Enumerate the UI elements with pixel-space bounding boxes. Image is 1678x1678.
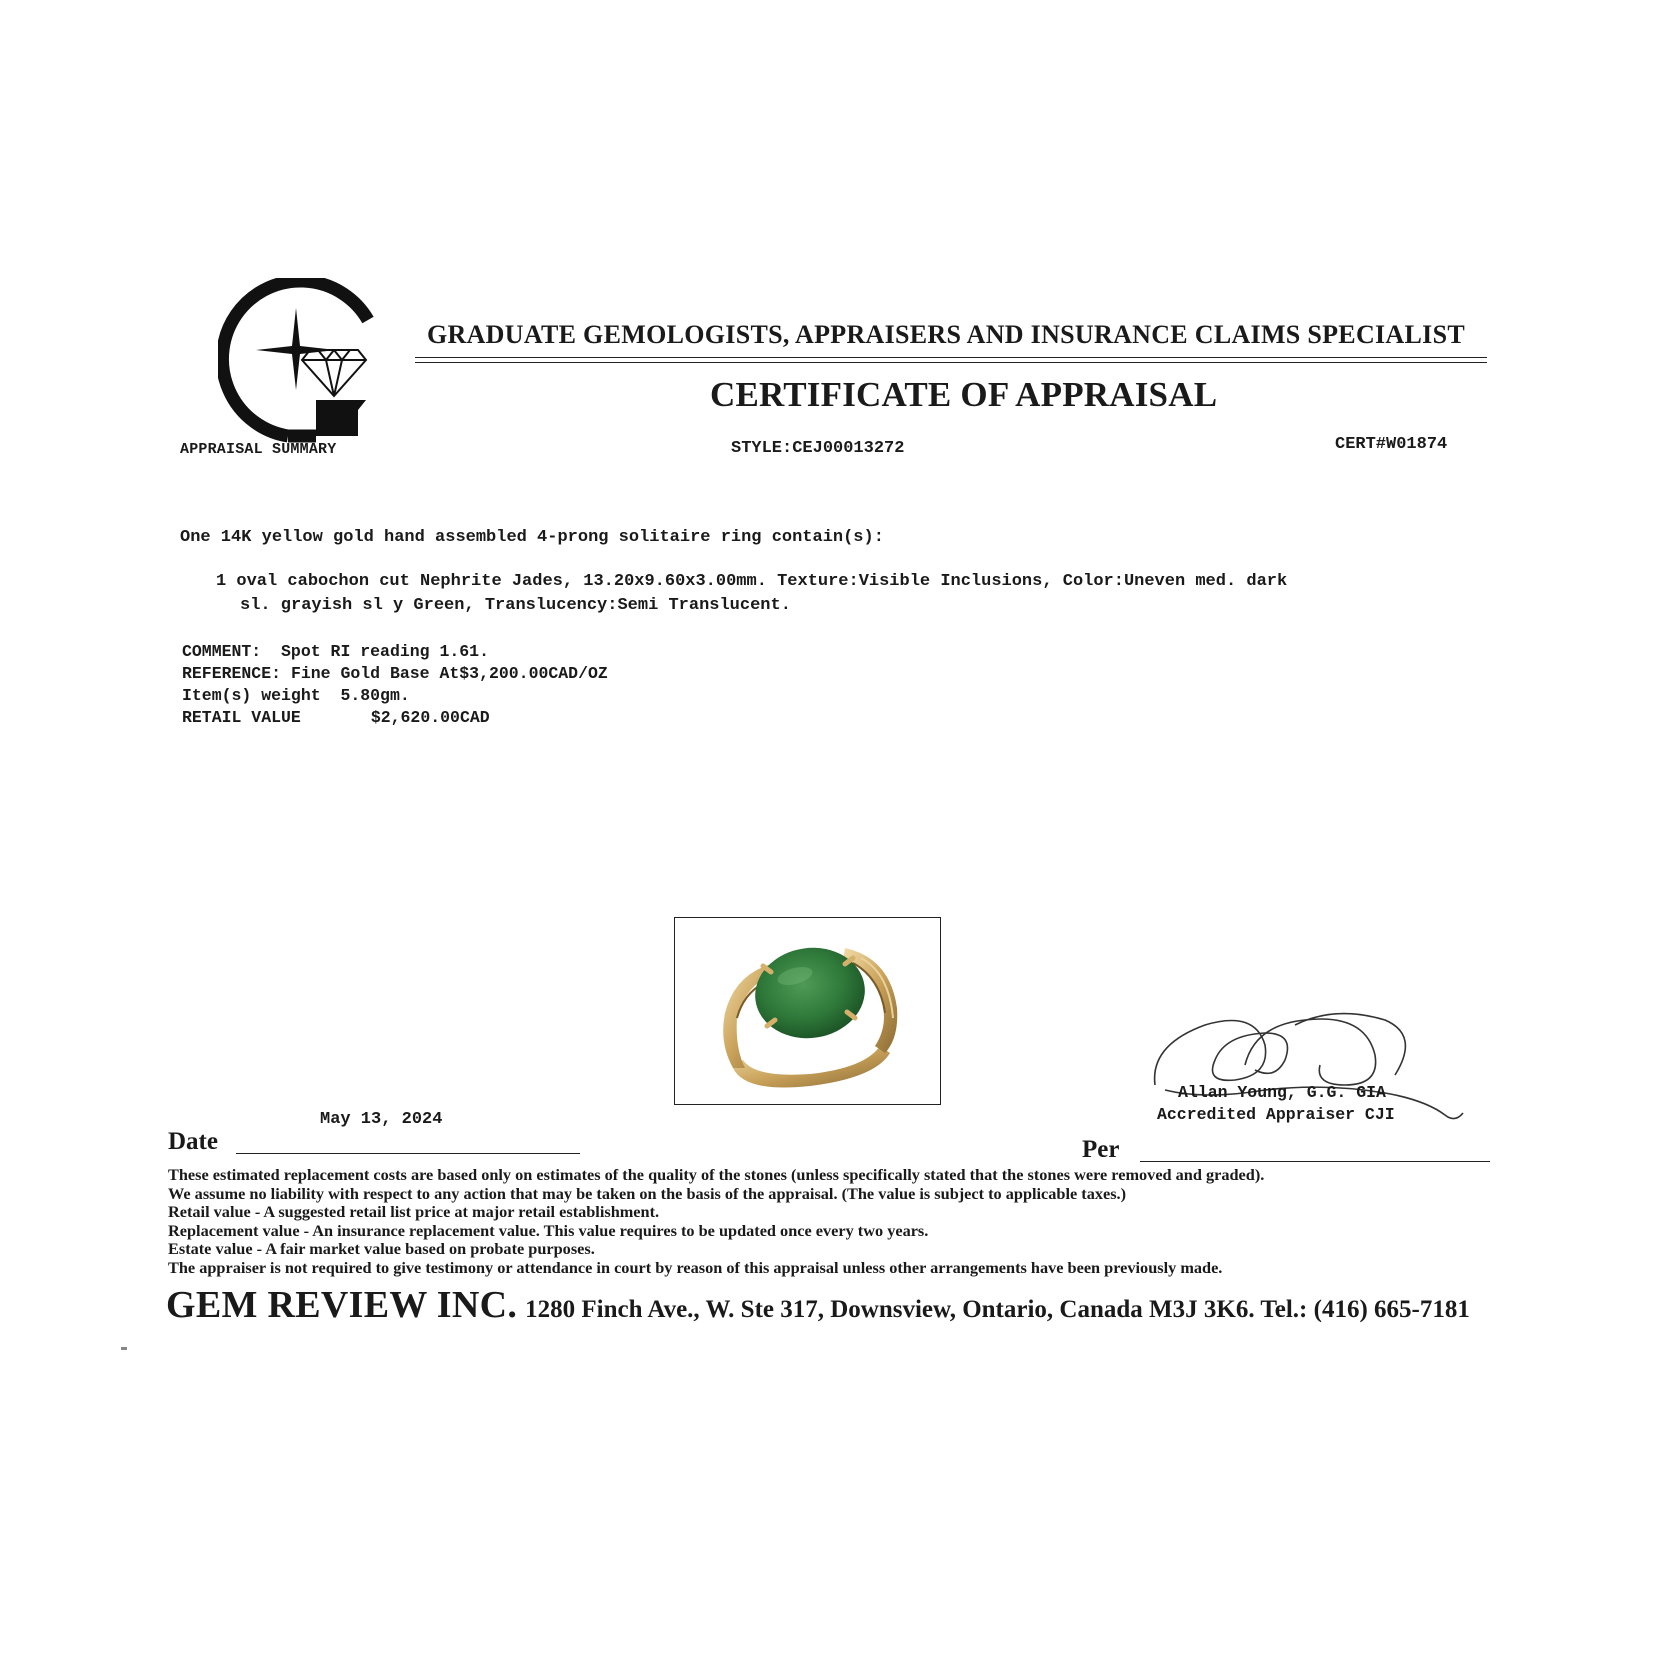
appraisal-summary-label: APPRAISAL SUMMARY	[180, 441, 337, 458]
ring-image	[675, 918, 940, 1104]
stone-description: 1 oval cabochon cut Nephrite Jades, 13.20x9.60x3.00mm. Texture:Visible Inclusions, Color:Uneven med. dark	[216, 572, 1288, 591]
disclaimer-line: Retail value - A suggested retail list price at major retail establishment.	[168, 1202, 660, 1222]
header-rule	[415, 357, 1487, 358]
weight-value: 5.80gm.	[340, 686, 410, 705]
disclaimer-block	[168, 1166, 1264, 1278]
retail-value-row	[182, 708, 490, 727]
company-name: GEM REVIEW INC.	[166, 1284, 518, 1326]
date-label: Date	[168, 1128, 218, 1155]
scan-speck	[121, 1347, 127, 1350]
disclaimer-line: These estimated replacement costs are based only on estimates of the quality of the stones (unless specifically stated that the stones were removed and graded).	[168, 1165, 1265, 1184]
reference-label: REFERENCE:	[182, 664, 282, 683]
appraiser-name: Allan Young, G.G. GIA	[1178, 1083, 1386, 1102]
disclaimer-line: Replacement value - An insurance replacement value. This value requires to be updated once every two years.	[168, 1220, 929, 1240]
certificate-number: CERT#W01874	[1335, 435, 1448, 454]
logo-g-diamond-icon	[218, 278, 388, 448]
disclaimer-line: The appraiser is not required to give testimony or attendance in court by reason of this appraisal unless other arrangements have been previously made.	[168, 1257, 1223, 1277]
disclaimer-line: Estate value - A fair market value based on probate purposes.	[168, 1239, 595, 1259]
header-rule	[415, 362, 1487, 363]
company-logo	[218, 278, 388, 448]
weight-row	[182, 686, 410, 705]
certificate-title: CERTIFICATE OF APPRAISAL	[710, 375, 1218, 414]
style-number: STYLE:CEJ00013272	[731, 439, 905, 458]
jade-ring-photo	[674, 917, 941, 1105]
item-description: One 14K yellow gold hand assembled 4-prong solitaire ring contain(s):	[180, 528, 884, 547]
comment-row	[182, 642, 489, 661]
per-label: Per	[1082, 1136, 1120, 1163]
per-signature-line	[1140, 1161, 1490, 1162]
comment-label: COMMENT:	[182, 642, 262, 661]
weight-label: Item(s) weight	[182, 686, 321, 705]
appraiser-title: Accredited Appraiser CJI	[1157, 1105, 1395, 1124]
comment-value: Spot RI reading 1.61.	[281, 642, 489, 661]
date-signature-line	[236, 1153, 580, 1154]
reference-value: Fine Gold Base At$3,200.00CAD/OZ	[290, 664, 608, 683]
retail-value-label: RETAIL VALUE	[182, 708, 301, 727]
company-address: 1280 Finch Ave., W. Ste 317, Downsview, Ontario, Canada M3J 3K6. Tel.: (416) 665-7181	[525, 1296, 1470, 1323]
company-tagline: GRADUATE GEMOLOGISTS, APPRAISERS AND INSURANCE CLAIMS SPECIALIST	[427, 320, 1465, 349]
stone-description-continued: sl. grayish sl y Green, Translucency:Semi Translucent.	[240, 596, 791, 615]
disclaimer-line: We assume no liability with respect to any action that may be taken on the basis of the appraisal. (The value is subject to applicable taxes.)	[168, 1183, 1127, 1203]
company-footer	[166, 1283, 1470, 1327]
reference-row	[182, 664, 608, 683]
date-value: May 13, 2024	[320, 1110, 443, 1129]
retail-value-amount: $2,620.00CAD	[370, 708, 490, 727]
